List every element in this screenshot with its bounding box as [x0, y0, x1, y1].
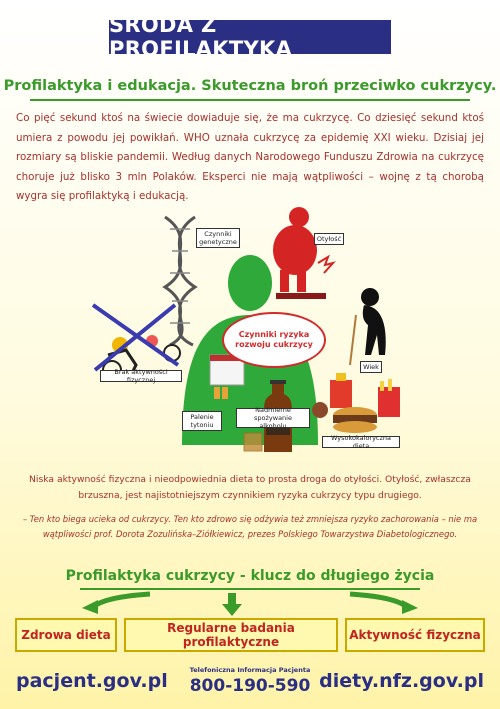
factor-age: Wiek [360, 361, 382, 373]
box-regular-checkups: Regularne badania profilaktyczne [124, 618, 338, 652]
factor-genetic: Czynniki genetyczne [196, 228, 240, 248]
arrow-down-icon [228, 593, 236, 605]
box-physical-activity: Aktywność fizyczna [345, 618, 485, 652]
arrow-left-icon [92, 594, 150, 608]
expert-quote: – Ten kto biega ucieka od cukrzycy. Ten kto zdrowo się odżywia też zmniejsza ryzyko zachorowania – nie ma wątpliwości prof. Dorota Zozulińska–Ziółkiewicz, prezes Polskiego Towarzystwa Diabetologicznego. [22, 514, 478, 539]
box-healthy-diet: Zdrowa dieta [15, 618, 117, 652]
arrows-graphic [0, 590, 500, 618]
banner: ŚRODA Z PROFILAKTYKĄ [109, 20, 391, 54]
junk-food-icon [312, 373, 400, 433]
factor-diet: Wysokokaloryczna dieta [322, 436, 400, 448]
title-divider [30, 99, 470, 101]
dna-icon [165, 217, 195, 345]
page-title: Profilaktyka i edukacja. Skuteczna broń przeciwko cukrzycy. [3, 78, 497, 94]
obesity-note: Niska aktywność fizyczna i nieodpowiednia dieta to prosta droga do otyłości. Otyłość, zwłaszcza brzuszna, jest najistotniejszym czynnikiem ryzyka cukrzycy typu drugiego. [29, 474, 471, 501]
hotline-label: Telefoniczna Informacja Pacjenta [189, 666, 311, 674]
link-diety[interactable]: diety.nfz.gov.pl [319, 670, 484, 692]
obesity-icon [273, 207, 333, 299]
factor-alcohol: Nadmierne spożywanie alkoholu [236, 408, 310, 428]
arrow-right-icon [350, 594, 408, 608]
elderly-icon [350, 288, 386, 365]
risk-factors-center: Czynniki ryzyka rozwoju cukrzycy [222, 312, 326, 368]
factor-obesity: Otyłość [314, 233, 344, 245]
key-title: Profilaktyka cukrzycy - klucz do długiego życia [65, 568, 435, 584]
factor-smoking: Palenie tytoniu [182, 411, 222, 431]
link-pacjent[interactable]: pacjent.gov.pl [16, 670, 168, 692]
factor-inactivity: Brak aktywności fizycznej [100, 370, 182, 382]
intro-paragraph: Co pięć sekund ktoś na świecie dowiaduje się, że ma cukrzycę. Co dziesięć sekund ktoś umiera z powodu jej powikłań. WHO uznała cukrzycę za epidemię XXI wieku. Dzisiaj jej rozmiary są bliskie pandemii. Według danych Narodowego Funduszu Zdrowia na cukrzycę choruje już blisko 3 mln Polaków. Eksperci nie mają wątpliwości – wojnę z tą chorobą wygra się profilaktyką i edukacją. [16, 112, 484, 202]
hotline-number[interactable]: 800-190-590 [189, 676, 311, 696]
